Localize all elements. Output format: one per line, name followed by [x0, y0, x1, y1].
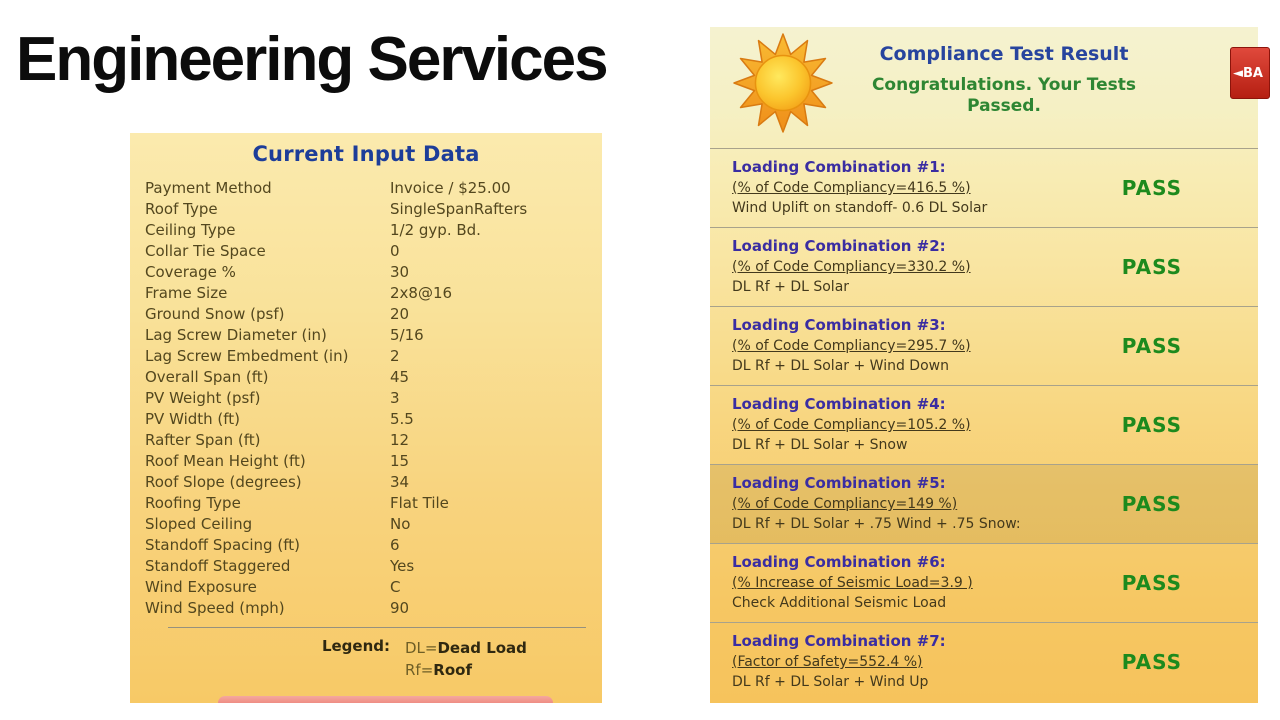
clipped-pink-button[interactable] — [218, 696, 553, 703]
legend — [130, 637, 602, 681]
table-row — [130, 220, 602, 241]
row-label: Roof Slope (degrees) — [145, 473, 302, 491]
row-label: Payment Method — [145, 179, 272, 197]
page-title: Engineering Services — [16, 25, 607, 94]
combination-title: Loading Combination #5: — [732, 474, 946, 492]
compliancy-link[interactable]: (% of Code Compliancy=295.7 %) — [732, 338, 971, 354]
table-row — [130, 577, 602, 598]
status-badge: PASS — [1121, 334, 1182, 358]
combination-title: Loading Combination #3: — [732, 316, 946, 334]
row-value: 5/16 — [390, 326, 424, 344]
row-label: Rafter Span (ft) — [145, 431, 261, 449]
input-rows — [130, 178, 602, 619]
row-value: SingleSpanRafters — [390, 200, 528, 218]
row-label: Roof Mean Height (ft) — [145, 452, 306, 470]
result-subtitle: Congratulations. Your Tests Passed. — [871, 75, 1137, 116]
table-row — [130, 493, 602, 514]
row-label: Standoff Staggered — [145, 557, 291, 575]
row-value: 34 — [390, 473, 410, 491]
result-header — [710, 27, 1263, 148]
compliancy-link[interactable]: (% of Code Compliancy=416.5 %) — [732, 180, 971, 196]
loading-combination-row — [710, 385, 1258, 464]
table-row — [130, 514, 602, 535]
row-label: Roofing Type — [145, 494, 241, 512]
combination-description: DL Rf + DL Solar + Snow — [732, 437, 908, 453]
table-row — [130, 430, 602, 451]
row-value: No — [390, 515, 411, 533]
compliancy-link[interactable]: (% of Code Compliancy=105.2 %) — [732, 417, 971, 433]
result-title: Compliance Test Result — [879, 43, 1129, 65]
row-value: 5.5 — [390, 410, 414, 428]
back-button[interactable]: ◄BA — [1230, 47, 1270, 99]
table-row — [130, 388, 602, 409]
row-label: Coverage % — [145, 263, 236, 281]
compliance-test-result-panel — [710, 27, 1263, 703]
legend-abbr: Rf= — [405, 661, 434, 679]
combination-description: DL Rf + DL Solar + .75 Wind + .75 Snow: — [732, 516, 1021, 532]
row-label: PV Width (ft) — [145, 410, 241, 428]
row-label: Collar Tie Space — [145, 242, 266, 260]
combination-title: Loading Combination #7: — [732, 632, 946, 650]
combination-description: DL Rf + DL Solar — [732, 279, 850, 295]
row-value: 1/2 gyp. Bd. — [390, 221, 481, 239]
row-value: 20 — [390, 305, 410, 323]
row-value: Flat Tile — [390, 494, 449, 512]
legend-divider — [168, 627, 586, 628]
table-row — [130, 199, 602, 220]
row-value: 0 — [390, 242, 400, 260]
combination-description: Check Additional Seismic Load — [732, 595, 947, 611]
compliancy-link[interactable]: (% of Code Compliancy=330.2 %) — [732, 259, 971, 275]
row-value: Yes — [390, 557, 415, 575]
table-row — [130, 535, 602, 556]
combination-title: Loading Combination #6: — [732, 553, 946, 571]
row-value: 30 — [390, 263, 410, 281]
legend-entries — [405, 637, 527, 681]
status-badge: PASS — [1121, 413, 1182, 437]
compliancy-link[interactable]: (% Increase of Seismic Load=3.9 ) — [732, 575, 973, 591]
row-label: Wind Exposure — [145, 578, 257, 596]
table-row — [130, 409, 602, 430]
table-row — [130, 304, 602, 325]
table-row — [130, 451, 602, 472]
row-value: 12 — [390, 431, 410, 449]
row-label: Lag Screw Embedment (in) — [145, 347, 349, 365]
legend-label: Legend: — [321, 637, 390, 655]
loading-combination-row — [710, 543, 1258, 622]
row-value: C — [390, 578, 401, 596]
status-badge: PASS — [1121, 176, 1182, 200]
legend-meaning: Roof — [433, 661, 472, 679]
status-badge: PASS — [1121, 255, 1182, 279]
loading-combination-row — [710, 227, 1258, 306]
row-label: Standoff Spacing (ft) — [145, 536, 300, 554]
table-row — [130, 367, 602, 388]
loading-combination-row — [710, 464, 1258, 543]
result-header-text — [820, 43, 1188, 117]
combination-description: DL Rf + DL Solar + Wind Up — [732, 674, 929, 690]
table-row — [130, 283, 602, 304]
combination-description: DL Rf + DL Solar + Wind Down — [732, 358, 949, 374]
compliancy-link[interactable]: (Factor of Safety=552.4 %) — [732, 654, 923, 670]
table-row — [130, 325, 602, 346]
table-row — [130, 472, 602, 493]
input-panel-title: Current Input Data — [252, 142, 480, 166]
legend-entry — [405, 637, 527, 659]
row-value: 2x8@16 — [390, 284, 453, 302]
table-row — [130, 346, 602, 367]
table-row — [130, 241, 602, 262]
row-value: 90 — [390, 599, 410, 617]
combination-description: Wind Uplift on standoff- 0.6 DL Solar — [732, 200, 988, 216]
row-value: Invoice / $25.00 — [390, 179, 511, 197]
compliancy-link[interactable]: (% of Code Compliancy=149 %) — [732, 496, 958, 512]
row-label: Ceiling Type — [145, 221, 236, 239]
loading-combination-row — [710, 306, 1258, 385]
status-badge: PASS — [1121, 650, 1182, 674]
row-label: Roof Type — [145, 200, 218, 218]
table-row — [130, 556, 602, 577]
legend-abbr: DL= — [405, 639, 438, 657]
row-label: Overall Span (ft) — [145, 368, 269, 386]
row-value: 45 — [390, 368, 410, 386]
status-badge: PASS — [1121, 571, 1182, 595]
legend-entry — [405, 659, 527, 681]
status-badge: PASS — [1121, 492, 1182, 516]
row-value: 6 — [390, 536, 400, 554]
loading-combination-row — [710, 148, 1258, 227]
table-row — [130, 598, 602, 619]
row-value: 15 — [390, 452, 410, 470]
row-label: Ground Snow (psf) — [145, 305, 285, 323]
row-value: 2 — [390, 347, 400, 365]
row-label: Lag Screw Diameter (in) — [145, 326, 327, 344]
row-label: PV Weight (psf) — [145, 389, 261, 407]
row-label: Sloped Ceiling — [145, 515, 253, 533]
row-label: Frame Size — [145, 284, 228, 302]
row-value: 3 — [390, 389, 400, 407]
table-row — [130, 262, 602, 283]
combination-title: Loading Combination #1: — [732, 158, 946, 176]
legend-meaning: Dead Load — [437, 639, 527, 657]
row-label: Wind Speed (mph) — [145, 599, 285, 617]
combination-title: Loading Combination #2: — [732, 237, 946, 255]
table-row — [130, 178, 602, 199]
current-input-data-panel — [130, 133, 602, 703]
combination-title: Loading Combination #4: — [732, 395, 946, 413]
sun-icon — [732, 32, 834, 134]
tests-list — [710, 148, 1258, 701]
loading-combination-row — [710, 622, 1258, 701]
